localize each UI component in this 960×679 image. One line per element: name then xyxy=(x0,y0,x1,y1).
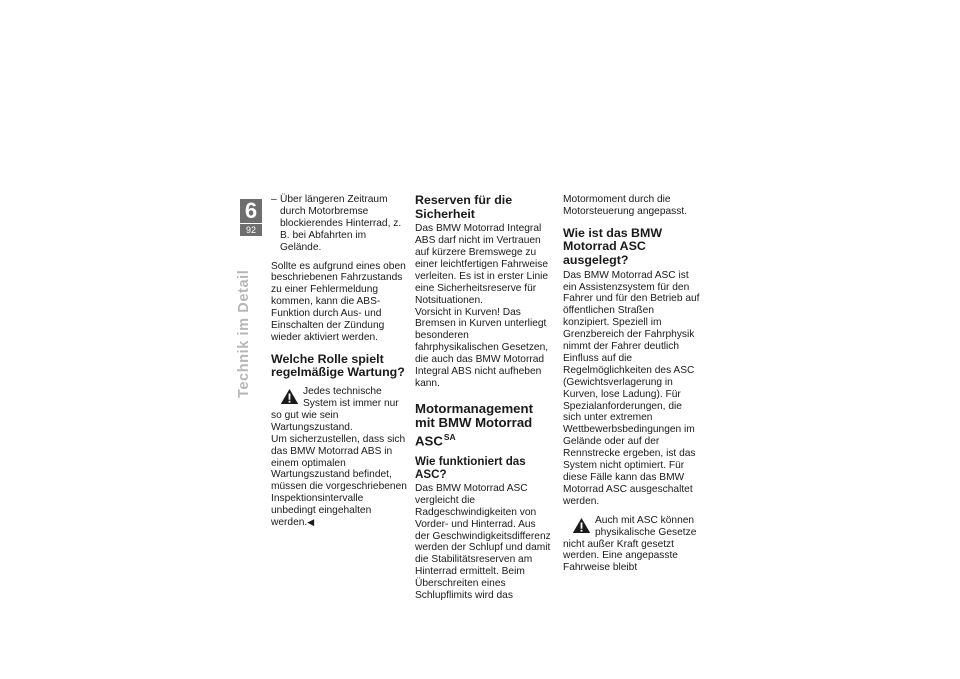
bullet-dash: – xyxy=(271,194,277,205)
end-mark: ◀ xyxy=(307,517,315,528)
side-chapter-title xyxy=(236,269,266,408)
sa-superscript: SA xyxy=(443,432,456,443)
warning-icon xyxy=(572,517,591,534)
bullet-item xyxy=(271,194,409,254)
paragraph: Motormoment durch die Motorsteuerung angepasst. xyxy=(563,194,688,217)
chapter-heading-text: Motormanagement mit BMW Motorrad ASC xyxy=(415,400,533,449)
text-column-1 xyxy=(271,194,409,529)
paragraph: Das BMW Motorrad ASC vergleicht die Radgeschwindigkeiten von Vorder- und Hinterrad. Aus der Geschwindigkeitsdifferenz werden der Schlupf und damit die Stabilitätsreserven am Hinterrad ermittelt. Beim Überschreiten eines Schlupflimits wird das xyxy=(415,482,551,602)
chapter-marker xyxy=(240,199,262,236)
warning-block xyxy=(563,515,701,575)
text-column-3 xyxy=(563,194,701,574)
bullet-text: Über längeren Zeitraum durch Motorbremse blockierendes Hinterrad, z. B. bei Abfahrten im Gelände. xyxy=(280,194,402,253)
page-number: 92 xyxy=(245,225,256,235)
warning-text: Auch mit ASC können physikalische Gesetze nicht außer Kraft gesetzt werden. Eine angepasste Fahrweise bleibt xyxy=(563,514,697,574)
paragraph: Sollte es aufgrund eines oben beschriebenen Fahrzustands zu einer Fehlermeldung kommen, kann die ABS-Funktion durch Aus- und Einschalten der Zündung wieder aktiviert werden. xyxy=(271,260,406,343)
chapter-heading xyxy=(415,402,553,449)
sub-heading: Wie funktioniert das ASC? xyxy=(415,454,526,481)
text-column-2 xyxy=(415,194,553,602)
warning-block xyxy=(271,386,409,434)
section-heading: Wie ist das BMW Motorrad ASC ausgelegt? xyxy=(563,225,663,267)
chapter-number: 6 xyxy=(244,198,258,223)
paragraph: Das BMW Motorrad ASC ist ein Assistenzsystem für den Fahrer und für den Betrieb auf öffentlichen Straßen konzipiert. Speziell im Grenzbereich der Fahrphysik nimmt der Fahrer deutlich Einfluss auf die Regelmöglichkeiten des ASC (Gewichtsverlagerung in Kurven, lose Ladung). Für Spezialanforderungen, die sich unter extremen Wettbewerbsbedingungen im Gelände oder auf der Rennstrecke ergeben, ist das System nicht optimiert. Für diese Fälle kann das BMW Motorrad ASC ausgeschaltet werden. xyxy=(563,269,700,507)
paragraph: Das BMW Motorrad Integral ABS darf nicht im Vertrauen auf kürzere Bremswege zu einer leichtfertigen Fahrweise verleiten. Es ist in erster Linie eine Sicherheitsreserve für Notsituationen. xyxy=(415,223,549,306)
side-chapter-title-text: Technik im Detail xyxy=(236,269,252,398)
paragraph-text: Um sicherzustellen, dass sich das BMW Motorrad ABS in einem optimalen Wartungszustand befindet, müssen die vorgeschriebenen Inspektionsintervalle unbedingt eingehalten werden. xyxy=(271,433,407,529)
warning-icon xyxy=(280,388,299,405)
paragraph xyxy=(271,434,409,529)
section-heading: Reserven für die Sicherheit xyxy=(415,193,513,221)
paragraph: Vorsicht in Kurven! Das Bremsen in Kurven unterliegt besonderen fahrphysikalischen Gesetzen, die auch das BMW Motorrad Integral ABS nicht aufheben kann. xyxy=(415,306,549,389)
section-heading: Welche Rolle spielt regelmäßige Wartung? xyxy=(271,351,405,380)
warning-text: Jedes technische System ist immer nur so gut wie sein Wartungszustand. xyxy=(271,386,399,433)
